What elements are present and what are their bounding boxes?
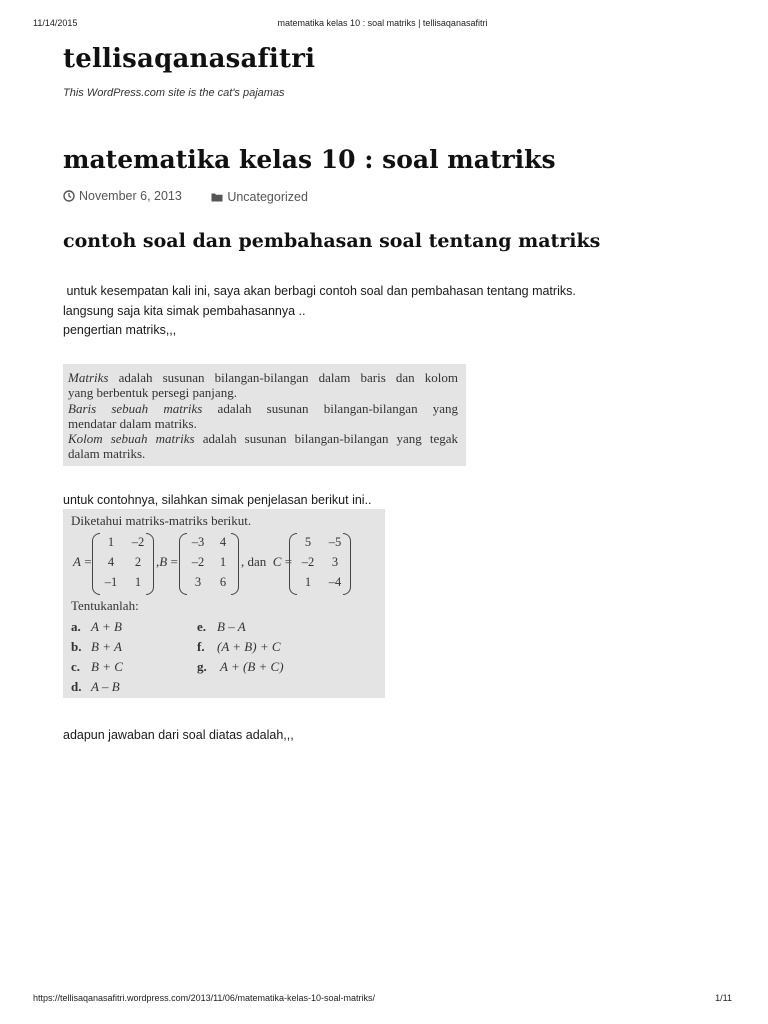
print-url: https://tellisaqanasafitri.wordpress.com/2013/11/06/matematika-kelas-10-soal-matriks/ [33,993,375,1003]
item-letter: f. [197,639,205,654]
definition-line: mendatar dalam matriks. [68,416,197,431]
matrix-a: 1 –2 4 2 –1 1 [92,533,154,593]
folder-icon [211,192,223,202]
matrix-a-label: A = [73,554,92,569]
print-date: 11/14/2015 [33,18,78,28]
matrix-b-label: ,B = [156,554,178,569]
intro-line-3: pengertian matriks,,, [63,323,177,337]
definition-line: Matriks adalah susunan bilangan-bilangan dalam baris dan kolom [68,370,458,385]
print-page-title: matematika kelas 10 : soal matriks | tellisaqanasafitri [277,18,488,28]
example-text: untuk contohnya, silahkan simak penjelasan berikut ini.. [63,493,372,507]
matrix-c-label: , dan C = [241,554,293,569]
print-page-number: 1/11 [715,993,732,1003]
matrix-c: 5 –5 –2 3 1 –4 [289,533,351,593]
item-expr: A + (B + C) [217,659,284,674]
post-date-link[interactable] [63,189,182,203]
problem-task: Tentukanlah: [71,598,139,613]
post-category-link[interactable] [211,190,308,204]
item-letter: d. [71,679,82,694]
item-letter: g. [197,659,207,674]
item-letter: e. [197,619,207,634]
item-expr: (A + B) + C [217,639,281,654]
item-expr: B + C [91,659,123,674]
definition-line: Kolom sebuah matriks adalah susunan bilangan-bilangan yang tegak [68,431,459,446]
definition-image [63,364,466,466]
definition-line: dalam matriks. [68,446,146,461]
item-expr: B + A [91,639,122,654]
clock-icon [63,190,75,202]
post-meta [63,189,308,205]
post-date: November 6, 2013 [79,189,182,203]
definition-line: yang berbentuk persegi panjang. [68,385,237,400]
item-expr: A + B [91,619,122,634]
item-expr: A – B [91,679,120,694]
site-title[interactable]: tellisaqanasafitri [63,44,316,74]
intro-line-2: langsung saja kita simak pembahasannya .. [63,304,306,318]
matrix-b: –3 4 –2 1 3 6 [179,533,239,593]
item-letter: c. [71,659,81,674]
site-tagline: This WordPress.com site is the cat's pajamas [63,87,285,99]
item-letter: b. [71,639,82,654]
answer-text: adapun jawaban dari soal diatas adalah,,, [63,728,294,742]
item-expr: B – A [217,619,246,634]
problem-intro: Diketahui matriks-matriks berikut. [71,513,252,528]
post-category: Uncategorized [227,190,308,204]
definition-line: Baris sebuah matriks adalah susunan bilangan-bilangan yang [68,401,459,416]
intro-line-1: untuk kesempatan kali ini, saya akan berbagi contoh soal dan pembahasan tentang matriks. [63,284,576,298]
post-title[interactable]: matematika kelas 10 : soal matriks [63,145,556,174]
problem-image [63,509,385,698]
post-subheading: contoh soal dan pembahasan soal tentang matriks [63,230,601,252]
item-letter: a. [71,619,81,634]
